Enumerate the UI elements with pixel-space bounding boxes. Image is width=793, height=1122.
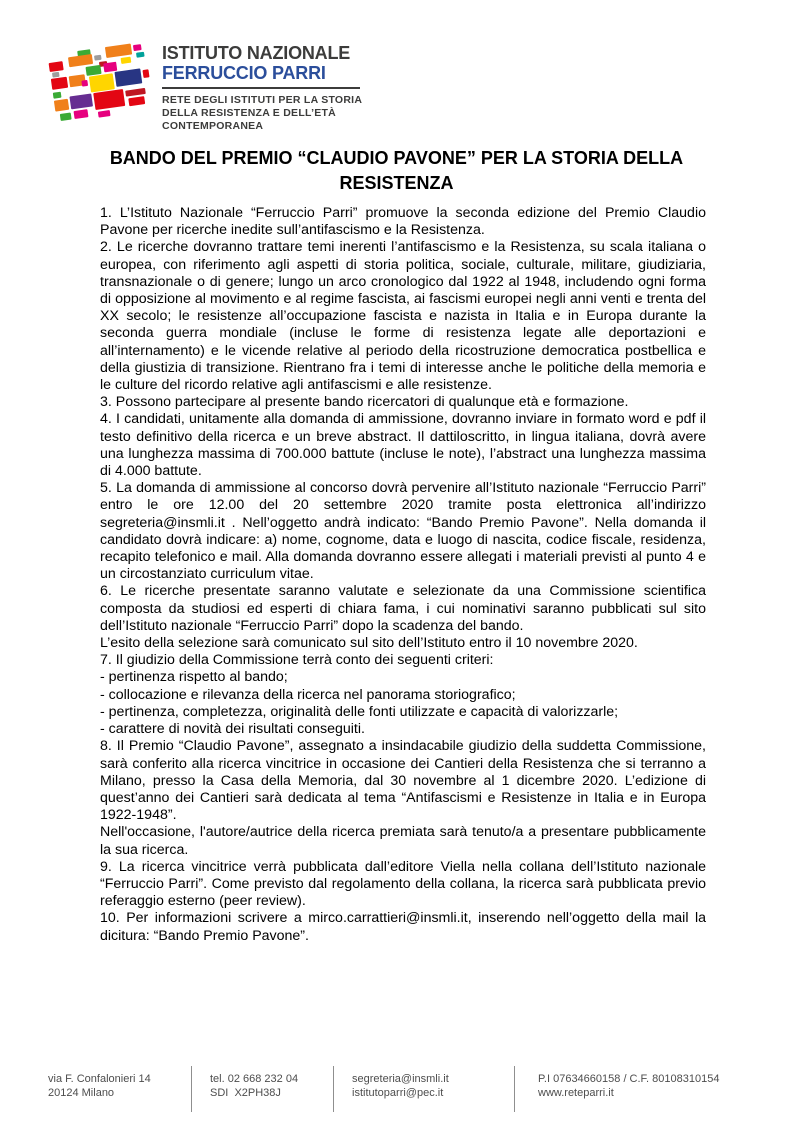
logo-tagline-line: DELLA RESISTENZA E DELL’ETÀ [162, 107, 336, 119]
paragraph: 6. Le ricerche presentate saranno valutate e selezionate da una Commissione scientifica composta da studiosi ed esperti di chiara fama, i cui nominativi saranno pubblicati sul sito dell’Istituto nazionale “Ferruccio Parri” dopo la scadenza del bando. [100, 583, 706, 634]
mosaic-block [105, 43, 132, 58]
paragraph: 9. La ricerca vincitrice verrà pubblicata dall’editore Viella nella collana dell’Istituto nazionale “Ferruccio Parri”. Come previsto dal regolamento della collana, la ricerca sarà pubblicata previo referaggio esterno (peer review). [100, 858, 706, 910]
logo-divider [162, 87, 360, 89]
mosaic-block [69, 93, 93, 109]
paragraph: 3. Possono partecipare al presente bando ricercatori di qualunque età e formazione. [100, 394, 629, 411]
paragraph: 10. Per informazioni scrivere a mirco.carrattieri@insmli.it, inserendo nell’oggetto della mail la dicitura: “Bando Premio Pavone”. [100, 910, 706, 944]
mosaic-block [49, 61, 64, 72]
paragraph: 5. La domanda di ammissione al concorso dovrà pervenire all’Istituto nazionale “Ferruccio Parri” entro le ore 12.00 del 20 settembre 2020 tramite posta elettronica all’indirizzo segreteria@insmli.it . Nell’oggetto andrà indicato: “Bando Premio Pavone”. Nella domanda il candidato dovrà indicare: a) nome, cognome, data e luogo di nascita, codice fiscale, residenza, recapito telefonico e mail. Alla domanda dovranno essere allegati i materiali previsti al punto 4 e un circostanziato curriculum vitae. [100, 480, 706, 583]
paragraph: - pertinenza, completezza, originalità delle fonti utilizzate e capacità di valorizzarle; [100, 703, 619, 720]
mosaic-block [114, 68, 142, 86]
mosaic-block [128, 96, 145, 106]
parri-mosaic-logo [47, 42, 154, 127]
mosaic-block [94, 55, 102, 61]
footer-column [514, 1066, 749, 1112]
footer-column [333, 1066, 514, 1112]
paragraph: L’esito della selezione sarà comunicato sul sito dell’Istituto entro il 10 novembre 2020. [100, 635, 638, 652]
paragraph: - pertinenza rispetto al bando; [100, 669, 288, 686]
footer-line: via F. Confalonieri 14 [48, 1073, 151, 1085]
footer-line: www.reteparri.it [538, 1087, 614, 1099]
mosaic-block [136, 52, 145, 58]
footer-line: SDI X2PH38J [210, 1087, 281, 1099]
document-body [100, 205, 706, 945]
mosaic-block [93, 89, 125, 110]
logo-line1: ISTITUTO NAZIONALE [162, 43, 351, 63]
footer-line: istitutoparri@pec.it [352, 1087, 444, 1099]
paragraph: 2. Le ricerche dovranno trattare temi inerenti l’antifascismo e la Resistenza, su scala italiana o europea, con riferimento agli aspetti di storia politica, sociale, culturale, militare, giudiziaria, transnazionale o di genere; lungo un arco cronologico dal 1922 al 1948, includendo ogni forma di opposizione al movimento e al regime fascista, ai fascismi europei negli anni venti e trenta del XX secolo; le resistenze all’occupazione fascista e nazista in Italia e in Europa durante la seconda guerra mondiale (incluse le forme di resistenza legate alle deportazioni e all’internamento) e le vicende relative al periodo della ricostruzione democratica postbellica e della giustizia di transizione. Rientrano fra i temi di interesse anche le politiche della memoria e le culture del ricordo relative agli antifascismi e alle resistenze. [100, 239, 706, 394]
page-title: BANDO DEL PREMIO “CLAUDIO PAVONE” PER LA STORIA DELLA RESISTENZA [109, 148, 684, 193]
logo-tagline-line: CONTEMPORANEA [162, 120, 264, 132]
footer-line: 20124 Milano [48, 1087, 115, 1099]
mosaic-block [133, 44, 142, 51]
paragraph: 8. Il Premio “Claudio Pavone”, assegnato a insindacabile giudizio della suddetta Commissione, sarà conferito alla ricerca vincitrice in occasione dei Cantieri della Resistenza che si terranno a Milano, presso la Casa della Memoria, dal 30 novembre al 1 dicembre 2020. L’edizione di quest’anno dei Cantieri sarà dedicata al tema “Antifascismi e Resistenze in Italia e in Europa 1922-1948”. [100, 738, 706, 824]
paragraph: Nell'occasione, l'autore/autrice della ricerca premiata sarà tenuto/a a presentare pubblicamente la sua ricerca. [100, 824, 706, 858]
mosaic-block [68, 54, 93, 67]
mosaic-block [74, 109, 89, 119]
institute-logo [52, 40, 362, 133]
mosaic-block [51, 77, 68, 90]
footer-line: tel. 02 668 232 04 [210, 1073, 299, 1085]
footer [48, 1066, 749, 1114]
footer-line: P.I 07634660158 / C.F. 80108310154 [538, 1073, 720, 1085]
paragraph: 7. Il giudizio della Commissione terrà conto dei seguenti criteri: [100, 652, 494, 669]
mosaic-block [121, 57, 132, 64]
paragraph: 1. L’Istituto Nazionale “Ferruccio Parri” promuove la seconda edizione del Premio Claudio Pavone per ricerche inedite sull’antifascismo e la Resistenza. [100, 205, 706, 239]
paragraph: 4. I candidati, unitamente alla domanda di ammissione, dovranno inviare in formato word e pdf il testo definitivo della ricerca e un breve abstract. Il dattiloscritto, in lingua italiana, dovrà avere una lunghezza massima di 700.000 battute (incluse le note), l’abstract una lunghezza massima di 4.000 battute. [100, 411, 706, 480]
logo-text [162, 40, 362, 133]
mosaic-block [60, 112, 72, 120]
footer-line: segreteria@insmli.it [352, 1073, 449, 1085]
paragraph: - carattere di novità dei risultati conseguiti. [100, 721, 365, 738]
mosaic-block [142, 69, 149, 78]
paragraph: - collocazione e rilevanza della ricerca nel panorama storiografico; [100, 686, 516, 703]
mosaic-block [54, 99, 69, 112]
mosaic-block [98, 110, 111, 118]
logo-line2: FERRUCCIO PARRI [162, 63, 326, 83]
logo-tagline-line: RETE DEGLI ISTITUTI PER LA STORIA [162, 94, 363, 106]
logo-tagline [162, 94, 362, 133]
footer-column [191, 1066, 333, 1112]
mosaic-block [53, 92, 62, 99]
footer-column [48, 1066, 191, 1112]
mosaic-block [81, 80, 88, 87]
